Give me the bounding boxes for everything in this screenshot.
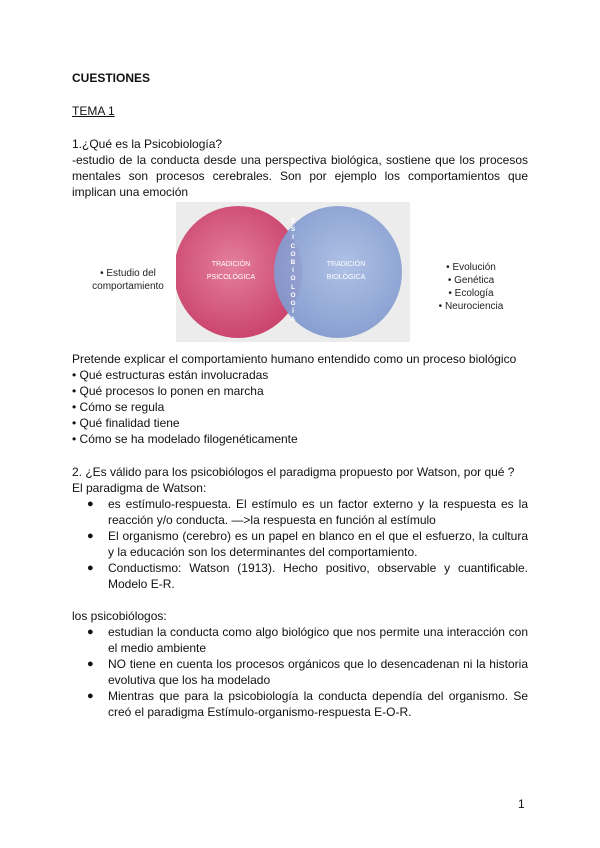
answer-1: -estudio de la conducta desde una perspectiva biológica, sostiene que los procesos mentales son procesos cerebrales. Son por ejemplo los comportamientos que implican una emoción (72, 153, 528, 199)
left-note-line-1: • Estudio del (100, 268, 156, 279)
psicobiologos-intro: los psicobiólogos: (72, 609, 167, 623)
vertical-letter: Í (292, 308, 294, 316)
watson-intro: El paradigma de Watson: (72, 481, 207, 495)
right-circle-label-1: TRADICIÓN (326, 261, 366, 268)
right-note-neurociencia: • Neurociencia (438, 301, 504, 312)
bullet-icon: ● (87, 498, 94, 510)
bullet-icon: ● (87, 626, 94, 638)
psicobiologos-bullet-1: estudian la conducta como algo biológico que nos permite una interacción con el medio ambiente (108, 625, 528, 655)
intro-line: Pretende explicar el comportamiento humano entendido como un proceso biológico (72, 352, 517, 366)
document-heading: CUESTIONES (72, 71, 151, 85)
page-number: 1 (518, 797, 525, 811)
vertical-letter: O (290, 291, 296, 299)
vertical-letter: O (290, 275, 296, 283)
left-circle-label-2: PSICOLÓGICA (206, 274, 256, 281)
vertical-letter: G (290, 300, 296, 308)
venn-diagram (176, 202, 410, 342)
list-item: • Qué procesos lo ponen en marcha (72, 384, 264, 398)
left-note (80, 267, 176, 293)
bullet-icon: ● (87, 658, 94, 670)
vertical-letter: S (290, 226, 296, 234)
watson-bullet-3: Conductismo: Watson (1913). Hecho positivo, observable y cuantificable. Modelo E-R. (108, 561, 528, 591)
left-note-line-2: comportamiento (92, 281, 164, 292)
watson-bullet-2: El organismo (cerebro) es un papel en blanco en el que el esfuerzo, la cultura y la educación son los determinantes del comportamiento. (108, 529, 528, 559)
list-item: • Qué finalidad tiene (72, 416, 180, 430)
bullet-icon: ● (87, 562, 94, 574)
vertical-letter: I (292, 234, 294, 242)
list-item: • Qué estructuras están involucradas (72, 368, 269, 382)
bullet-icon: ● (87, 530, 94, 542)
vertical-letter: B (290, 259, 296, 267)
vertical-letter: O (290, 250, 296, 258)
right-circle-label-2: BIOLÓGICA (326, 274, 366, 281)
psicobiologos-bullet-2: NO tiene en cuenta los procesos orgánicos que lo desencadenan ni la historia evolutiva que los ha modelado (108, 657, 528, 687)
right-note-ecologia: • Ecología (448, 288, 494, 299)
list-item: • Cómo se regula (72, 400, 165, 414)
bullet-icon: ● (87, 690, 94, 702)
topic-title: TEMA 1 (72, 104, 115, 118)
right-note-evolucion: • Evolución (446, 262, 496, 273)
vertical-letter: C (290, 242, 296, 250)
vertical-letter: I (292, 267, 294, 275)
vertical-letter: P (290, 218, 296, 225)
vertical-letter: A (290, 316, 296, 324)
question-2: 2. ¿Es válido para los psicobiólogos el paradigma propuesto por Watson, por qué ? (72, 465, 515, 479)
left-circle-label-1: TRADICIÓN (211, 261, 251, 268)
vertical-letter: L (291, 283, 295, 291)
right-note-genetica: • Genética (447, 275, 495, 286)
list-item: • Cómo se ha modelado filogenéticamente (72, 432, 298, 446)
psicobiologos-bullet-3: Mientras que para la psicobiología la conducta dependía del organismo. Se creó el paradigma Estímulo-organismo-respuesta E-O-R. (108, 689, 528, 719)
psicobiologia-vertical-label (286, 218, 300, 325)
watson-bullet-1: es estímulo-respuesta. El estímulo es un factor externo y la respuesta es la reacción y/o conducta. —>la respuesta en función al estímulo (108, 497, 528, 527)
question-1: 1.¿Qué es la Psicobiología? (72, 137, 223, 151)
right-notes (426, 261, 516, 313)
